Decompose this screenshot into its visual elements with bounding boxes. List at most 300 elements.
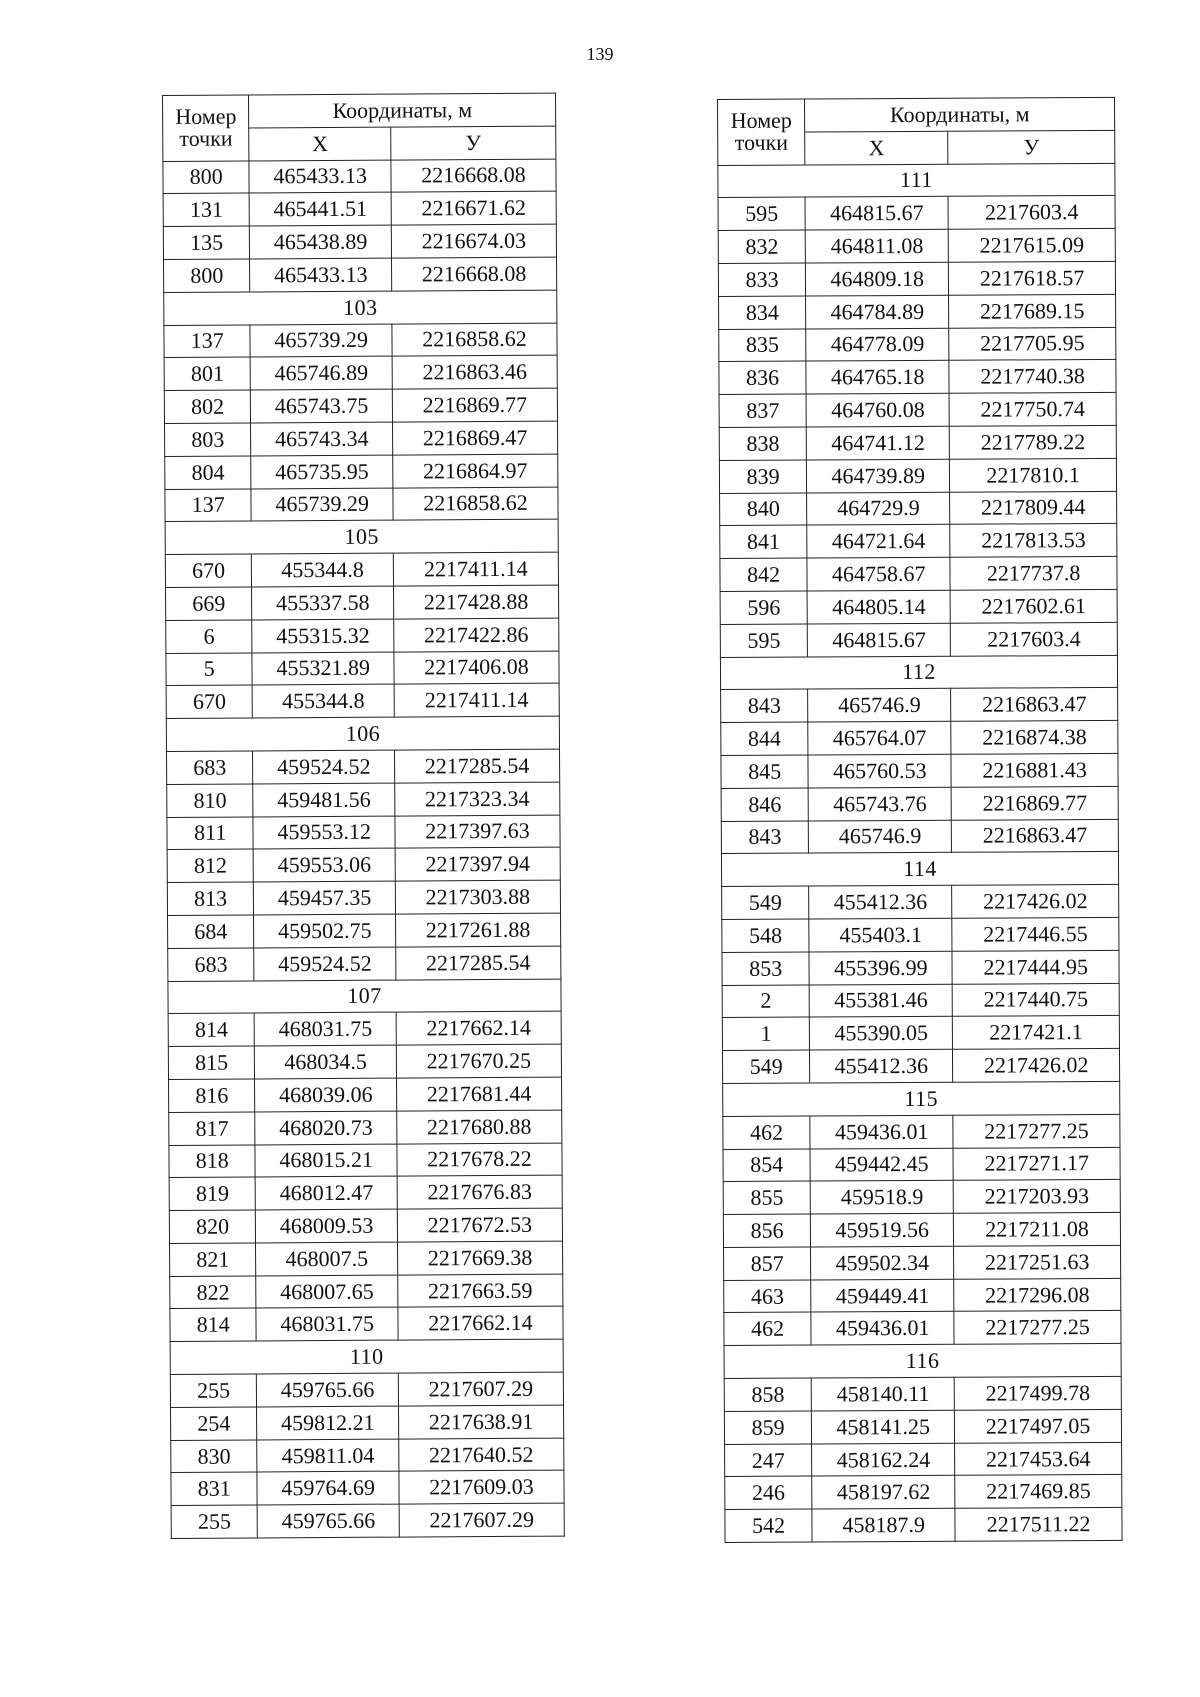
point-number-cell: 549 <box>722 1050 809 1083</box>
point-number-cell: 822 <box>170 1276 257 1309</box>
table-body-left <box>163 159 564 1539</box>
y-coordinate-cell: 2217203.93 <box>953 1180 1120 1214</box>
point-number-cell: 670 <box>165 554 252 587</box>
y-coordinate-cell: 2217469.85 <box>955 1475 1122 1509</box>
point-number-cell: 811 <box>167 816 254 849</box>
table-row <box>167 782 560 817</box>
table-header <box>163 93 556 161</box>
point-number-cell: 548 <box>722 919 809 952</box>
x-coordinate-cell: 468039.06 <box>255 1078 397 1112</box>
point-number-cell: 463 <box>724 1280 811 1313</box>
point-number-cell: 462 <box>723 1116 810 1149</box>
table-row <box>718 229 1115 264</box>
y-header: У <box>391 126 556 160</box>
table-row <box>722 885 1119 920</box>
x-coordinate-cell: 459765.66 <box>257 1373 399 1407</box>
point-number-cell: 1 <box>722 1017 809 1050</box>
x-coordinate-cell: 464778.09 <box>806 328 949 362</box>
x-coordinate-cell: 464721.64 <box>807 525 950 559</box>
x-coordinate-cell: 455315.32 <box>252 619 394 653</box>
table-row <box>170 1274 563 1309</box>
x-coordinate-cell: 468031.75 <box>256 1308 398 1342</box>
table-row <box>166 683 559 718</box>
point-number-cell: 803 <box>165 423 252 456</box>
group-row <box>170 1339 563 1374</box>
point-number-cell: 857 <box>724 1247 811 1280</box>
y-coordinate-cell: 2216874.38 <box>951 721 1118 755</box>
table-row <box>721 688 1118 723</box>
table-row <box>163 191 556 226</box>
point-number-cell: 810 <box>167 784 254 817</box>
x-coordinate-cell: 464815.67 <box>808 623 951 657</box>
point-number-cell: 855 <box>723 1181 810 1214</box>
table-row <box>718 196 1115 231</box>
point-number-cell: 814 <box>168 1013 255 1046</box>
point-number-cell: 814 <box>170 1308 257 1341</box>
table-row <box>164 355 557 390</box>
y-coordinate-cell: 2217440.75 <box>952 983 1119 1017</box>
x-coordinate-cell: 455403.1 <box>809 918 952 952</box>
y-coordinate-cell: 2216668.08 <box>391 257 556 291</box>
y-coordinate-cell: 2217261.88 <box>395 913 560 947</box>
x-coordinate-cell: 464765.18 <box>806 361 949 395</box>
table-row <box>171 1405 564 1440</box>
point-number-cell: 815 <box>168 1046 255 1079</box>
point-number-cell: 820 <box>169 1210 256 1243</box>
y-coordinate-cell: 2217296.08 <box>954 1278 1121 1312</box>
x-coordinate-cell: 464758.67 <box>807 557 950 591</box>
table-row <box>171 1471 564 1506</box>
y-coordinate-cell: 2217453.64 <box>955 1442 1122 1476</box>
y-coordinate-cell: 2217406.08 <box>394 651 559 685</box>
x-coordinate-cell: 459502.34 <box>811 1246 954 1280</box>
point-number-cell: 669 <box>166 587 253 620</box>
x-coordinate-cell: 465743.34 <box>251 422 393 456</box>
y-coordinate-cell: 2217810.1 <box>950 458 1117 492</box>
table-row <box>720 557 1117 592</box>
x-coordinate-cell: 464805.14 <box>807 590 950 624</box>
group-label: 115 <box>723 1081 1120 1116</box>
table-row <box>719 425 1116 460</box>
y-coordinate-cell: 2217670.25 <box>396 1044 561 1078</box>
table-row <box>722 983 1119 1018</box>
table-row <box>165 552 558 587</box>
table-row <box>720 589 1117 624</box>
y-coordinate-cell: 2217446.55 <box>952 917 1119 951</box>
y-coordinate-cell: 2216869.77 <box>951 786 1118 820</box>
y-coordinate-cell: 2217676.83 <box>397 1175 562 1209</box>
y-coordinate-cell: 2217740.38 <box>949 360 1116 394</box>
y-coordinate-cell: 2216858.62 <box>392 323 557 357</box>
y-coordinate-cell: 2217607.29 <box>399 1503 564 1537</box>
y-coordinate-cell: 2216668.08 <box>391 159 556 193</box>
table-row <box>166 618 559 653</box>
x-coordinate-cell: 468015.21 <box>255 1144 397 1178</box>
point-number-cell: 846 <box>721 788 808 821</box>
x-coordinate-cell: 455412.36 <box>809 885 952 919</box>
x-header: X <box>249 127 391 161</box>
x-coordinate-cell: 455412.36 <box>810 1049 953 1083</box>
table-row <box>724 1409 1121 1444</box>
point-number-cell: 858 <box>724 1378 811 1411</box>
x-coordinate-cell: 458187.9 <box>812 1509 955 1543</box>
x-coordinate-cell: 459442.45 <box>810 1148 953 1182</box>
point-number-cell: 818 <box>169 1144 256 1177</box>
x-coordinate-cell: 464784.89 <box>806 295 949 329</box>
x-coordinate-cell: 459553.12 <box>253 816 395 850</box>
x-coordinate-cell: 459436.01 <box>811 1312 954 1346</box>
point-number-cell: 844 <box>721 722 808 755</box>
y-coordinate-cell: 2217428.88 <box>393 585 558 619</box>
point-number-cell: 859 <box>724 1411 811 1444</box>
group-label: 114 <box>721 852 1118 887</box>
table-row <box>719 458 1116 493</box>
point-number-cell: 819 <box>169 1177 256 1210</box>
point-number-cell: 801 <box>164 357 251 390</box>
x-coordinate-cell: 468009.53 <box>256 1209 398 1243</box>
table-row <box>719 393 1116 428</box>
y-coordinate-cell: 2217511.22 <box>955 1508 1122 1542</box>
table-row <box>724 1278 1121 1313</box>
point-number-cell: 670 <box>166 685 253 718</box>
point-number-cell: 840 <box>720 493 807 526</box>
point-number-cell: 462 <box>724 1313 811 1346</box>
y-coordinate-cell: 2216864.97 <box>393 454 558 488</box>
x-coordinate-cell: 465746.9 <box>809 820 952 854</box>
x-coordinate-cell: 464811.08 <box>806 229 949 263</box>
x-coordinate-cell: 464809.18 <box>806 262 949 296</box>
x-coordinate-cell: 459519.56 <box>811 1213 954 1247</box>
x-coordinate-cell: 468007.65 <box>256 1275 398 1309</box>
x-coordinate-cell: 465735.95 <box>251 455 393 489</box>
x-coordinate-cell: 458197.62 <box>812 1476 955 1510</box>
table-row <box>169 1175 562 1210</box>
x-coordinate-cell: 465743.76 <box>808 787 951 821</box>
point-number-cell: 839 <box>719 460 806 493</box>
coordinates-table-left <box>162 93 565 1539</box>
y-coordinate-cell: 2217689.15 <box>949 294 1116 328</box>
y-coordinate-cell: 2217602.61 <box>950 589 1117 623</box>
x-coordinate-cell: 459553.06 <box>254 848 396 882</box>
x-coordinate-cell: 465746.89 <box>251 356 393 390</box>
point-number-cell: 683 <box>167 751 254 784</box>
x-coordinate-cell: 465433.13 <box>249 160 391 194</box>
y-coordinate-cell: 2217211.08 <box>954 1212 1121 1246</box>
group-label: 103 <box>164 290 557 325</box>
page-number: 139 <box>586 44 614 64</box>
point-number-cell: 831 <box>171 1472 258 1505</box>
x-coordinate-cell: 465438.89 <box>250 225 392 259</box>
table-row <box>725 1508 1122 1543</box>
y-coordinate-cell: 2217444.95 <box>952 950 1119 984</box>
x-coordinate-cell: 465746.9 <box>808 689 951 723</box>
y-coordinate-cell: 2217705.95 <box>949 327 1116 361</box>
point-number-cell: 835 <box>719 329 806 362</box>
x-header: X <box>805 131 948 165</box>
group-label: 116 <box>724 1344 1121 1379</box>
x-coordinate-cell: 464739.89 <box>807 459 950 493</box>
table-row <box>165 487 558 522</box>
table-row <box>169 1110 562 1145</box>
y-coordinate-cell: 2217251.63 <box>954 1245 1121 1279</box>
table-row <box>725 1442 1122 1477</box>
point-number-cell: 843 <box>721 689 808 722</box>
group-row <box>720 655 1117 690</box>
y-coordinate-cell: 2217680.88 <box>397 1110 562 1144</box>
y-coordinate-cell: 2217640.52 <box>399 1438 564 1472</box>
x-coordinate-cell: 459518.9 <box>810 1181 953 1215</box>
point-number-cell: 832 <box>718 230 805 263</box>
point-number-cell: 255 <box>170 1374 257 1407</box>
coordinates-table-right <box>717 97 1123 1543</box>
x-coordinate-cell: 459457.35 <box>254 881 396 915</box>
group-row <box>724 1344 1121 1379</box>
x-coordinate-cell: 458140.11 <box>812 1377 955 1411</box>
y-coordinate-cell: 2217737.8 <box>950 557 1117 591</box>
point-number-cell: 816 <box>169 1079 256 1112</box>
y-coordinate-cell: 2217497.05 <box>955 1409 1122 1443</box>
point-number-header <box>163 95 250 161</box>
table-row <box>168 1011 561 1046</box>
table-row <box>722 917 1119 952</box>
group-row <box>718 163 1115 198</box>
point-number-cell: 247 <box>725 1444 812 1477</box>
y-coordinate-cell: 2217789.22 <box>949 425 1116 459</box>
point-number-cell: 841 <box>720 525 807 558</box>
point-number-cell: 596 <box>720 591 807 624</box>
point-number-cell: 135 <box>163 226 250 259</box>
y-coordinate-cell: 2217285.54 <box>396 946 561 980</box>
y-coordinate-cell: 2217603.4 <box>950 622 1117 656</box>
table-row <box>163 224 556 259</box>
point-number-cell: 812 <box>167 849 254 882</box>
y-coordinate-cell: 2217426.02 <box>953 1049 1120 1083</box>
point-number-header-line1: Номер <box>175 103 237 130</box>
x-coordinate-cell: 459524.52 <box>253 750 395 784</box>
y-coordinate-cell: 2217662.14 <box>398 1307 563 1341</box>
table-row <box>167 880 560 915</box>
x-coordinate-cell: 455344.8 <box>253 684 395 718</box>
coordinates-header: Координаты, м <box>805 97 1115 131</box>
table-row <box>722 1049 1119 1084</box>
x-coordinate-cell: 455381.46 <box>809 984 952 1018</box>
table-row <box>722 950 1119 985</box>
y-coordinate-cell: 2217618.57 <box>949 261 1116 295</box>
y-header: У <box>948 130 1115 164</box>
table-row <box>164 323 557 358</box>
table-row <box>166 651 559 686</box>
x-coordinate-cell: 465760.53 <box>808 754 951 788</box>
table-row <box>163 159 556 194</box>
y-coordinate-cell: 2216674.03 <box>391 224 556 258</box>
x-coordinate-cell: 459436.01 <box>810 1115 953 1149</box>
table-row <box>724 1376 1121 1411</box>
y-coordinate-cell: 2217678.22 <box>397 1143 562 1177</box>
y-coordinate-cell: 2217303.88 <box>395 880 560 914</box>
table-row <box>719 294 1116 329</box>
x-coordinate-cell: 468031.75 <box>255 1012 397 1046</box>
y-coordinate-cell: 2217615.09 <box>948 229 1115 263</box>
group-label: 111 <box>718 163 1115 198</box>
y-coordinate-cell: 2217813.53 <box>950 524 1117 558</box>
point-number-cell: 800 <box>164 259 251 292</box>
y-coordinate-cell: 2217285.54 <box>394 749 559 783</box>
point-number-cell: 800 <box>163 161 250 194</box>
y-coordinate-cell: 2217277.25 <box>954 1311 1121 1345</box>
point-number-cell: 836 <box>719 361 806 394</box>
y-coordinate-cell: 2217663.59 <box>398 1274 563 1308</box>
point-number-cell: 834 <box>719 296 806 329</box>
y-coordinate-cell: 2217609.03 <box>399 1471 564 1505</box>
point-number-cell: 137 <box>165 489 252 522</box>
table-row <box>721 786 1118 821</box>
x-coordinate-cell: 455321.89 <box>252 652 394 686</box>
x-coordinate-cell: 468012.47 <box>256 1176 398 1210</box>
table-row <box>720 622 1117 657</box>
group-label: 107 <box>168 979 561 1014</box>
point-number-cell: 856 <box>723 1214 810 1247</box>
point-number-header-line1: Номер <box>730 107 792 134</box>
y-coordinate-cell: 2217397.94 <box>395 847 560 881</box>
table-row <box>171 1438 564 1473</box>
x-coordinate-cell: 459502.75 <box>254 914 396 948</box>
point-number-cell: 255 <box>171 1505 258 1538</box>
table-row <box>723 1180 1120 1215</box>
x-coordinate-cell: 465739.29 <box>251 488 393 522</box>
x-coordinate-cell: 465739.29 <box>250 324 392 358</box>
x-coordinate-cell: 468020.73 <box>255 1111 397 1145</box>
group-row <box>166 716 559 751</box>
point-number-header <box>718 99 806 165</box>
x-coordinate-cell: 468034.5 <box>255 1045 397 1079</box>
x-coordinate-cell: 464741.12 <box>807 426 950 460</box>
table-row <box>168 946 561 981</box>
table-row <box>724 1311 1121 1346</box>
table-row <box>164 388 557 423</box>
point-number-cell: 131 <box>163 193 250 226</box>
point-number-cell: 845 <box>721 755 808 788</box>
point-number-cell: 137 <box>164 325 251 358</box>
table-row <box>164 257 557 292</box>
group-row <box>168 979 561 1014</box>
point-number-cell: 802 <box>164 390 251 423</box>
point-number-cell: 246 <box>725 1476 812 1509</box>
point-number-cell: 549 <box>722 886 809 919</box>
point-number-cell: 683 <box>168 948 255 981</box>
point-number-cell: 837 <box>719 394 806 427</box>
x-coordinate-cell: 465764.07 <box>808 721 951 755</box>
table-row <box>720 524 1117 559</box>
group-row <box>164 290 557 325</box>
x-coordinate-cell: 455396.99 <box>809 951 952 985</box>
x-coordinate-cell: 459524.52 <box>254 947 396 981</box>
table-row <box>169 1143 562 1178</box>
x-coordinate-cell: 464760.08 <box>806 393 949 427</box>
y-coordinate-cell: 2217672.53 <box>397 1208 562 1242</box>
y-coordinate-cell: 2217422.86 <box>394 618 559 652</box>
table-row <box>168 1044 561 1079</box>
y-coordinate-cell: 2216671.62 <box>391 191 556 225</box>
y-coordinate-cell: 2217669.38 <box>397 1241 562 1275</box>
table-row <box>723 1114 1120 1149</box>
table-row <box>721 753 1118 788</box>
table-row <box>169 1208 562 1243</box>
y-coordinate-cell: 2216869.47 <box>392 421 557 455</box>
y-coordinate-cell: 2217421.1 <box>953 1016 1120 1050</box>
x-coordinate-cell: 464729.9 <box>807 492 950 526</box>
y-coordinate-cell: 2217271.17 <box>953 1147 1120 1181</box>
table-row <box>722 1016 1119 1051</box>
x-coordinate-cell: 465743.75 <box>251 389 393 423</box>
y-coordinate-cell: 2216863.46 <box>392 355 557 389</box>
table-row <box>720 491 1117 526</box>
group-label: 112 <box>720 655 1117 690</box>
table-row <box>721 819 1118 854</box>
point-number-cell: 595 <box>718 197 805 230</box>
y-coordinate-cell: 2216881.43 <box>951 753 1118 787</box>
table-row <box>167 847 560 882</box>
y-coordinate-cell: 2216858.62 <box>393 487 558 521</box>
x-coordinate-cell: 459449.41 <box>811 1279 954 1313</box>
point-number-cell: 821 <box>170 1243 257 1276</box>
group-row <box>165 519 558 554</box>
y-coordinate-cell: 2217607.29 <box>398 1372 563 1406</box>
group-row <box>721 852 1118 887</box>
y-coordinate-cell: 2216863.47 <box>952 819 1119 853</box>
table-row <box>170 1372 563 1407</box>
table-row <box>719 360 1116 395</box>
group-label: 105 <box>165 519 558 554</box>
y-coordinate-cell: 2216869.77 <box>392 388 557 422</box>
point-number-cell: 842 <box>720 558 807 591</box>
point-number-cell: 5 <box>166 653 253 686</box>
table-row <box>725 1475 1122 1510</box>
point-number-cell: 813 <box>167 882 254 915</box>
group-label: 110 <box>170 1339 563 1374</box>
x-coordinate-cell: 465441.51 <box>250 192 392 226</box>
point-number-cell: 684 <box>168 915 255 948</box>
x-coordinate-cell: 455337.58 <box>252 586 394 620</box>
x-coordinate-cell: 459812.21 <box>257 1406 399 1440</box>
point-number-cell: 595 <box>720 624 807 657</box>
table-row <box>169 1077 562 1112</box>
x-coordinate-cell: 455390.05 <box>810 1017 953 1051</box>
y-coordinate-cell: 2217662.14 <box>396 1011 561 1045</box>
table-row <box>167 815 560 850</box>
table-row <box>721 721 1118 756</box>
point-number-cell: 817 <box>169 1112 256 1145</box>
y-coordinate-cell: 2217277.25 <box>953 1114 1120 1148</box>
table-row <box>723 1147 1120 1182</box>
y-coordinate-cell: 2217411.14 <box>394 683 559 717</box>
y-coordinate-cell: 2217638.91 <box>398 1405 563 1439</box>
table-row <box>170 1307 563 1342</box>
point-number-header-line2: точки <box>734 129 789 156</box>
coordinates-header: Координаты, м <box>249 93 556 128</box>
table-row <box>168 913 561 948</box>
x-coordinate-cell: 458141.25 <box>812 1410 955 1444</box>
y-coordinate-cell: 2216863.47 <box>951 688 1118 722</box>
x-coordinate-cell: 459764.69 <box>257 1472 399 1506</box>
point-number-cell: 6 <box>166 620 253 653</box>
y-coordinate-cell: 2217323.34 <box>395 782 560 816</box>
x-coordinate-cell: 459481.56 <box>253 783 395 817</box>
table-row <box>719 327 1116 362</box>
y-coordinate-cell: 2217426.02 <box>952 885 1119 919</box>
point-number-cell: 833 <box>718 263 805 296</box>
table-row <box>718 261 1115 296</box>
y-coordinate-cell: 2217809.44 <box>950 491 1117 525</box>
